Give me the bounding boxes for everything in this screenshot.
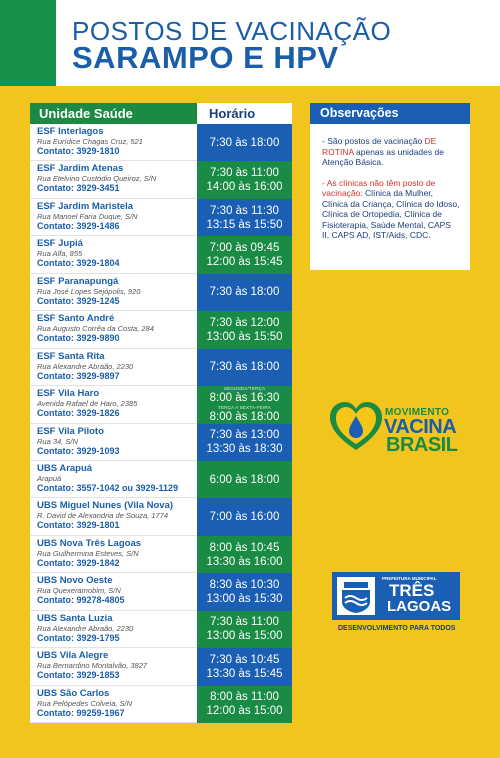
unit-name: ESF Jupiá <box>37 238 83 250</box>
schedule-time: 6:00 às 18:00 <box>209 473 280 486</box>
unit-contact: Contato: 3929-1842 <box>37 557 120 568</box>
schedule-time: 7:30 às 10:45 <box>209 653 280 666</box>
time-cell <box>197 124 292 161</box>
header-green-bar <box>0 0 56 86</box>
unit-contact: Contato: 3929-9897 <box>37 370 120 381</box>
unit-name: UBS Arapuá <box>37 462 93 474</box>
time-cell <box>197 386 292 423</box>
table-row <box>30 386 292 423</box>
time-cell <box>197 611 292 648</box>
schedule-time: 7:30 às 12:00 <box>209 316 280 329</box>
unit-contact: Contato: 3929-1795 <box>37 632 120 643</box>
unit-name: ESF Santo André <box>37 313 115 325</box>
table-row <box>30 199 292 236</box>
unit-cell <box>30 611 197 648</box>
col-header-unit: Unidade Saúde <box>30 103 197 124</box>
schedule-time: 13:15 às 15:50 <box>206 218 283 231</box>
time-cell <box>197 536 292 573</box>
schedule-time: 7:30 às 18:00 <box>209 286 280 299</box>
unit-name: UBS São Carlos <box>37 687 110 699</box>
schedule-time: 8:00 às 18:00 <box>209 410 280 423</box>
table-row <box>30 461 292 498</box>
unit-address: Rua Augusto Corrêa da Costa, 284 <box>37 324 154 334</box>
unit-cell <box>30 124 197 161</box>
logo-slogan: DESENVOLVIMENTO PARA TODOS <box>338 625 456 632</box>
schedule-time: 8:00 às 16:30 <box>209 391 280 404</box>
table-row <box>30 611 292 648</box>
observations-box <box>310 103 470 270</box>
unit-cell <box>30 498 197 535</box>
unit-contact: Contato: 3557-1042 ou 3929-1129 <box>37 482 179 493</box>
unit-address: Rua Etelvino Custódio Queiroz, S/N <box>37 174 157 184</box>
schedule-note: SEGUNDA/TERÇA <box>223 385 266 391</box>
observation-text: apenas as unidades de Atenção Básica. <box>322 146 444 167</box>
logo-text-brasil: BRASIL <box>386 434 458 456</box>
movimento-vacina-brasil-logo <box>328 400 468 460</box>
schedule-time: 8:00 às 11:00 <box>210 691 279 704</box>
table-row <box>30 311 292 348</box>
table-row <box>30 648 292 685</box>
time-cell <box>197 498 292 535</box>
unit-name: ESF Paranapungá <box>37 275 119 287</box>
table-row <box>30 274 292 311</box>
time-cell <box>197 424 292 461</box>
schedule-time: 7:30 às 18:00 <box>209 136 280 149</box>
schedule-time: 7:30 às 18:00 <box>209 361 280 374</box>
unit-name: ESF Jardim Maristela <box>37 200 134 212</box>
time-cell <box>197 461 292 498</box>
page-title-line1: POSTOS DE VACINAÇÃO <box>72 16 392 46</box>
unit-address: Avenida Rafael de Haro, 2385 <box>37 399 138 409</box>
unit-cell <box>30 686 197 723</box>
unit-cell <box>30 648 197 685</box>
table-row <box>30 349 292 386</box>
unit-contact: Contato: 3929-1093 <box>37 445 120 456</box>
unit-name: ESF Interlagos <box>37 126 104 137</box>
heart-drop-icon <box>328 400 384 454</box>
schedule-time: 7:00 às 16:00 <box>209 511 280 524</box>
unit-address: Rua Manoel Faria Duque, S/N <box>37 211 138 221</box>
unit-address: Rua Guilhermina Esteves, S/N <box>37 548 139 558</box>
unit-address: Rua Alexandre Abraão, 2230 <box>37 361 134 371</box>
table-row <box>30 573 292 610</box>
schedule-time: 7:30 às 13:00 <box>209 429 280 442</box>
unit-cell <box>30 386 197 423</box>
schedule-time: 7:30 às 11:00 <box>210 616 279 629</box>
unit-address: Rua Eurídice Chagas Cruz, 521 <box>37 137 143 146</box>
table-row <box>30 124 292 161</box>
unit-contact: Contato: 3929-1801 <box>37 520 120 531</box>
observation-highlight: DE ROTINA <box>322 136 437 157</box>
unit-cell <box>30 536 197 573</box>
schedule-time: 13:00 às 15:30 <box>206 592 283 605</box>
logo-text-tres: TRÊS <box>389 581 435 600</box>
unit-address: Rua Pelópedes Colveia, S/N <box>37 698 133 708</box>
unit-name: ESF Vila Piloto <box>37 425 104 437</box>
time-cell <box>197 199 292 236</box>
table-row <box>30 161 292 198</box>
schedule-note: TERÇA A SEXTA-FEIRA <box>218 404 271 410</box>
unit-contact: Contato: 3929-1826 <box>37 408 120 419</box>
table-row <box>30 236 292 273</box>
schedule-time: 8:00 às 10:45 <box>209 541 280 554</box>
unit-cell <box>30 199 197 236</box>
time-cell <box>197 573 292 610</box>
time-cell <box>197 236 292 273</box>
observation-highlight: - As clínicas não têm posto de vacinação: <box>322 177 436 198</box>
time-cell <box>197 349 292 386</box>
schedule-time: 7:00 às 09:45 <box>209 242 280 255</box>
col-header-time: Horário <box>197 103 292 124</box>
observation-text: Clínica da Mulher, Clínica da Criança, Clínica do Idoso, Clínica de Ortopedia, Clínica de Fisioterapia, Saúde Mental, CAPS II, CAPS AD, IST/Aids, CDC. <box>322 188 460 240</box>
unit-name: UBS Santa Luzia <box>37 612 113 624</box>
logo-text-prefeitura: PREFEITURA MUNICIPAL <box>382 576 437 581</box>
table-row <box>30 536 292 573</box>
unit-contact: Contato: 3929-1486 <box>37 220 120 231</box>
unit-cell <box>30 573 197 610</box>
unit-cell <box>30 424 197 461</box>
header <box>0 0 500 86</box>
unit-contact: Contato: 3929-1245 <box>37 295 120 306</box>
schedule-time: 13:30 às 18:30 <box>206 443 283 456</box>
unit-cell <box>30 461 197 498</box>
unit-cell <box>30 311 197 348</box>
table-row <box>30 424 292 461</box>
observation-clinics <box>322 178 460 241</box>
observations-body <box>310 124 470 241</box>
unit-contact: Contato: 3929-1810 <box>37 146 120 156</box>
time-cell <box>197 274 292 311</box>
schedule-time: 13:30 às 16:00 <box>206 555 283 568</box>
tres-lagoas-logo <box>332 572 460 620</box>
unit-cell <box>30 274 197 311</box>
time-cell <box>197 648 292 685</box>
unit-address: Rua Alexandre Abraão, 2230 <box>37 623 134 633</box>
schedule-time: 14:00 às 16:00 <box>206 181 283 194</box>
table-row <box>30 498 292 535</box>
vaccination-table <box>30 103 292 723</box>
unit-name: ESF Santa Rita <box>37 350 105 362</box>
unit-contact: Contato: 3929-3451 <box>37 183 120 194</box>
logo-text-movimento: MOVIMENTO <box>385 407 450 418</box>
unit-name: UBS Novo Oeste <box>37 575 113 587</box>
unit-address: Rua Alfa, 855 <box>37 249 83 259</box>
unit-address: Rua Quexeramobim, S/N <box>37 586 121 596</box>
unit-cell <box>30 236 197 273</box>
table-header <box>30 103 292 124</box>
unit-name: UBS Vila Alegre <box>37 650 109 662</box>
unit-name: UBS Miguel Nunes (Vila Nova) <box>37 500 174 512</box>
unit-contact: Contato: 3929-1853 <box>37 670 120 681</box>
schedule-time: 8:30 às 10:30 <box>209 578 280 591</box>
logo-text-vacina: VACINA <box>384 416 457 438</box>
observation-routine <box>322 136 460 168</box>
schedule-time: 7:30 às 11:00 <box>210 167 279 180</box>
unit-name: ESF Jardim Atenas <box>37 163 124 175</box>
unit-name: UBS Nova Três Lagoas <box>37 537 142 549</box>
time-cell <box>197 686 292 723</box>
observations-title: Observações <box>310 103 470 124</box>
table-row <box>30 686 292 723</box>
city-crest-icon <box>336 576 376 616</box>
unit-cell <box>30 349 197 386</box>
schedule-time: 12:00 às 15:00 <box>206 705 283 718</box>
unit-address: Rua Bernardino Montalvão, 3827 <box>37 661 148 671</box>
logo-text-lagoas: LAGOAS <box>387 598 452 615</box>
time-cell <box>197 161 292 198</box>
schedule-time: 13:30 às 15:45 <box>206 667 283 680</box>
unit-name: ESF Vila Haro <box>37 388 100 400</box>
page-title-line2: SARAMPO E HPV <box>72 40 339 75</box>
unit-address: Rua José Lopes Sejópolis, 920 <box>37 286 141 296</box>
unit-contact: Contato: 3929-1804 <box>37 258 120 269</box>
table-body <box>30 124 292 723</box>
unit-contact: Contato: 99259-1967 <box>37 707 125 718</box>
schedule-time: 7:30 às 11:30 <box>210 204 279 217</box>
observation-text: - São postos de vacinação <box>322 136 425 146</box>
unit-address: R. David de Alexandria de Souza, 1774 <box>37 511 169 521</box>
schedule-time: 12:00 às 15:45 <box>206 256 283 269</box>
time-cell <box>197 311 292 348</box>
unit-address: Rua 34, S/N <box>37 436 78 446</box>
unit-address: Arapuá <box>37 473 62 483</box>
schedule-time: 13:00 às 15:50 <box>206 330 283 343</box>
schedule-time: 13:00 às 15:00 <box>206 630 283 643</box>
unit-cell <box>30 161 197 198</box>
unit-contact: Contato: 99278-4805 <box>37 595 125 606</box>
unit-contact: Contato: 3929-9890 <box>37 333 120 344</box>
